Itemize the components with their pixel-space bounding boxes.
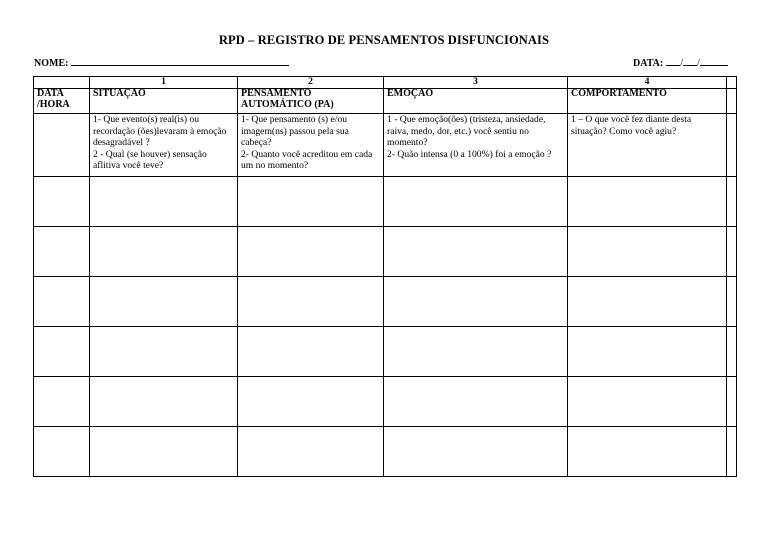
data-label: DATA: xyxy=(633,58,664,69)
narrow-column-cell xyxy=(727,114,737,177)
entry-cell-situacao[interactable] xyxy=(90,327,238,377)
entry-cell-situacao[interactable] xyxy=(90,277,238,327)
header-data-hora xyxy=(34,89,90,114)
rpd-table xyxy=(33,76,737,477)
entry-cell-situacao[interactable] xyxy=(90,377,238,427)
narrow-column-cell xyxy=(727,177,737,227)
header-data-hora-line-1: DATA xyxy=(37,88,64,99)
header-data-hora-line-2: /HORA xyxy=(37,98,70,110)
header-row xyxy=(34,89,737,114)
entry-cell-comportamento[interactable] xyxy=(568,427,727,477)
entry-cell-pensamento[interactable] xyxy=(238,177,384,227)
entry-cell-data-hora[interactable] xyxy=(34,377,90,427)
entry-row xyxy=(34,377,737,427)
situacao-question-2: 2 - Qual (se houver) sensação aflitiva você teve? xyxy=(93,148,207,171)
header-pensamento xyxy=(238,89,384,114)
column-number-2: 2 xyxy=(238,77,384,89)
data-year-blank[interactable] xyxy=(700,56,728,66)
narrow-column-cell xyxy=(727,427,737,477)
date-separator: / xyxy=(696,58,700,69)
emocao-question-2: 2- Quão intensa (0 a 100%) foi a emoção ? xyxy=(387,148,552,160)
column-number-4: 4 xyxy=(568,77,727,89)
pensamento-question-2: 2- Quanto você acreditou em cada um no momento? xyxy=(241,148,373,171)
column-number-3: 3 xyxy=(384,77,568,89)
entry-cell-comportamento[interactable] xyxy=(568,377,727,427)
narrow-column-cell xyxy=(727,327,737,377)
entry-cell-pensamento[interactable] xyxy=(238,227,384,277)
narrow-column-cell xyxy=(727,277,737,327)
entry-cell-comportamento[interactable] xyxy=(568,277,727,327)
nome-field[interactable] xyxy=(34,56,289,69)
entry-cell-data-hora[interactable] xyxy=(34,227,90,277)
narrow-column-cell xyxy=(727,89,737,114)
question-cell-emocao xyxy=(384,114,568,177)
entry-row xyxy=(34,427,737,477)
entry-row xyxy=(34,227,737,277)
entry-cell-situacao[interactable] xyxy=(90,427,238,477)
narrow-column-cell xyxy=(727,77,737,89)
question-cell-data-hora xyxy=(34,114,90,177)
column-number-1: 1 xyxy=(90,77,238,89)
data-field[interactable] xyxy=(633,56,728,69)
narrow-column-cell xyxy=(727,377,737,427)
header-comportamento: COMPORTAMENTO xyxy=(568,89,727,114)
question-cell-pensamento xyxy=(238,114,384,177)
entry-cell-data-hora[interactable] xyxy=(34,327,90,377)
entry-cell-situacao[interactable] xyxy=(90,177,238,227)
entry-cell-emocao[interactable] xyxy=(384,277,568,327)
column-number-row xyxy=(34,77,737,89)
page-title: RPD – REGISTRO DE PENSAMENTOS DISFUNCIONAIS xyxy=(218,33,550,47)
entry-cell-emocao[interactable] xyxy=(384,427,568,477)
entry-cell-data-hora[interactable] xyxy=(34,427,90,477)
entry-cell-pensamento[interactable] xyxy=(238,277,384,327)
entry-cell-data-hora[interactable] xyxy=(34,177,90,227)
entry-row xyxy=(34,177,737,227)
header-pensamento-line-2: AUTOMÁTICO (PA) xyxy=(241,98,334,110)
data-day-blank[interactable] xyxy=(666,56,680,66)
entry-row xyxy=(34,277,737,327)
entry-cell-comportamento[interactable] xyxy=(568,177,727,227)
data-month-blank[interactable] xyxy=(683,56,697,66)
entry-cell-situacao[interactable] xyxy=(90,227,238,277)
entry-row xyxy=(34,327,737,377)
entry-cell-emocao[interactable] xyxy=(384,327,568,377)
column-number-blank xyxy=(34,77,90,89)
nome-label: NOME: xyxy=(34,58,69,69)
header-emocao: EMOÇAO xyxy=(384,89,568,114)
entry-cell-emocao[interactable] xyxy=(384,377,568,427)
header-situacao: SITUAÇAO xyxy=(90,89,238,114)
entry-cell-comportamento[interactable] xyxy=(568,327,727,377)
entry-cell-pensamento[interactable] xyxy=(238,327,384,377)
question-cell-comportamento xyxy=(568,114,727,177)
entry-cell-emocao[interactable] xyxy=(384,177,568,227)
situacao-question-1: 1- Que evento(s) real(is) ou recordação (ões)levaram à emoção desagradável ? xyxy=(93,114,227,148)
entry-cell-pensamento[interactable] xyxy=(238,427,384,477)
entry-cell-comportamento[interactable] xyxy=(568,227,727,277)
emocao-question-1: 1 - Que emoção(ões) (tristeza, ansiedade, raiva, medo, dor, etc.) você sentiu no momento? xyxy=(387,114,546,148)
pensamento-question-1: 1- Que pensamento (s) e/ou imagem(ns) passou pela sua cabeça? xyxy=(241,114,349,148)
question-row xyxy=(34,114,737,177)
header-pensamento-line-1: PENSAMENTO xyxy=(241,88,312,99)
date-separator: / xyxy=(680,58,683,69)
question-cell-situacao xyxy=(90,114,238,177)
nome-blank-line[interactable] xyxy=(71,56,289,66)
entry-cell-emocao[interactable] xyxy=(384,227,568,277)
comportamento-question-1: 1 – O que você fez diante desta situação? Como você agiu? xyxy=(571,114,692,137)
entry-cell-data-hora[interactable] xyxy=(34,277,90,327)
entry-cell-pensamento[interactable] xyxy=(238,377,384,427)
narrow-column-cell xyxy=(727,227,737,277)
